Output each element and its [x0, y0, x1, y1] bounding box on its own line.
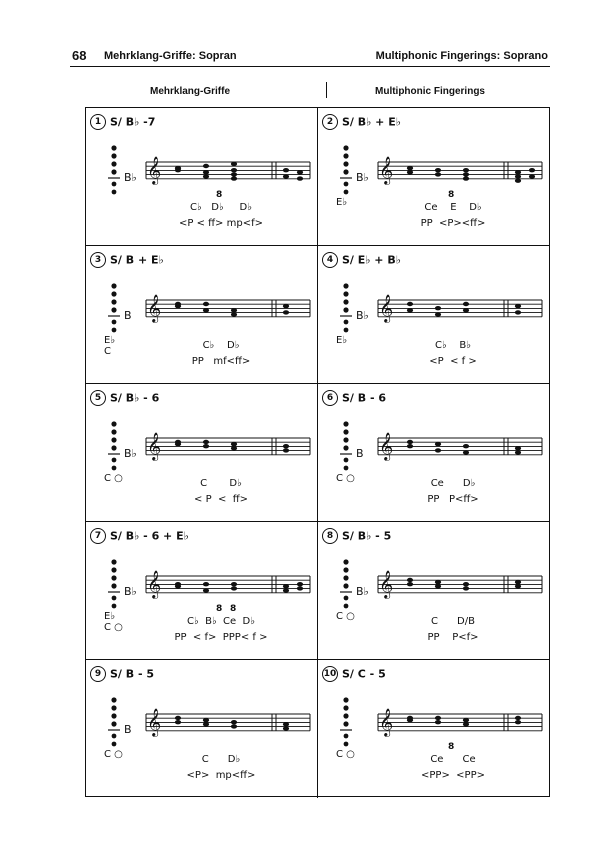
fingering-label: S/ B♭ -7 — [110, 115, 156, 129]
fingering-grid — [85, 107, 550, 797]
fingering-dot — [111, 583, 116, 588]
fingering-dot — [343, 153, 348, 158]
fingering-dot — [112, 596, 117, 601]
note-head — [231, 172, 237, 176]
dynamics-markings: <P < f > — [429, 356, 477, 367]
fingering-dot — [343, 697, 348, 702]
key-label: B♭ — [124, 171, 137, 184]
fingering-dot — [111, 421, 116, 426]
fingering-dot — [111, 437, 116, 442]
fingering-cell-5 — [86, 384, 318, 522]
note-head — [175, 440, 181, 444]
note-head — [297, 582, 303, 586]
octave-mark: 8 — [216, 190, 223, 200]
key-label: B♭ — [356, 585, 369, 598]
fingering-dot — [343, 721, 348, 726]
fingering-dot — [112, 742, 117, 747]
note-head — [435, 306, 441, 310]
auxiliary-key-label: C ○ — [336, 611, 355, 622]
key-label: B♭ — [356, 171, 369, 184]
fingering-dot — [343, 567, 348, 572]
fingering-dot — [343, 421, 348, 426]
fingering-dot — [344, 596, 349, 601]
note-head — [515, 179, 521, 183]
note-head — [297, 170, 303, 174]
fingering-cell-4 — [318, 246, 550, 384]
note-head — [515, 170, 521, 174]
note-head — [515, 580, 521, 584]
note-head — [515, 304, 521, 308]
treble-clef-icon: 𝄞 — [147, 156, 162, 184]
octave-mark: 8 — [230, 604, 237, 614]
note-head — [203, 440, 209, 444]
fingering-dot — [111, 713, 116, 718]
fingering-dot — [343, 299, 348, 304]
octave-mark: 8 — [216, 604, 223, 614]
running-head-right-title: Multiphonic Fingerings: Soprano — [375, 50, 548, 62]
chord-note-names: Ce Ce — [430, 754, 476, 765]
fingering-dot — [343, 713, 348, 718]
entry-number: 1 — [90, 114, 106, 130]
note-head — [515, 584, 521, 588]
left-column-heading: Mehrklang-Griffe — [150, 86, 231, 97]
entry-number: 9 — [90, 666, 106, 682]
note-head — [283, 304, 289, 308]
key-label: B♭ — [356, 309, 369, 322]
chord-note-names: C♭ D♭ D♭ — [190, 202, 252, 213]
note-head — [283, 174, 289, 178]
fingering-label: S/ B♭ + E♭ — [342, 115, 401, 129]
note-head — [435, 584, 441, 588]
note-head — [435, 168, 441, 172]
treble-clef-icon: 𝄞 — [379, 432, 394, 460]
entry-number: 6 — [322, 390, 338, 406]
fingering-dot — [112, 458, 117, 463]
octave-mark: 8 — [448, 742, 455, 752]
entry-number: 8 — [322, 528, 338, 544]
running-head-left-title: Mehrklang-Griffe: Sopran — [104, 50, 237, 62]
fingering-dot — [343, 283, 348, 288]
column-heading-divider — [326, 82, 327, 98]
note-head — [297, 586, 303, 590]
dynamics-markings: <P> mp<ff> — [186, 770, 256, 781]
chord-note-names: Ce D♭ — [430, 478, 476, 489]
fingering-dot — [111, 429, 116, 434]
auxiliary-key-label: C ○ — [104, 622, 123, 633]
fingering-dot — [111, 145, 116, 150]
fingering-dot — [344, 328, 349, 333]
dynamics-markings: PP <P><ff> — [420, 218, 486, 229]
note-head — [515, 720, 521, 724]
note-head — [283, 726, 289, 730]
dynamics-markings: PP mf<ff> — [191, 356, 251, 367]
fingering-dot — [343, 437, 348, 442]
note-head — [529, 168, 535, 172]
note-head — [435, 172, 441, 176]
note-head — [515, 446, 521, 450]
fingering-label: S/ B - 5 — [110, 667, 155, 681]
fingering-dot — [111, 559, 116, 564]
fingering-dot — [111, 575, 116, 580]
note-head — [283, 310, 289, 314]
note-head — [463, 586, 469, 590]
treble-clef-icon: 𝄞 — [379, 708, 394, 736]
auxiliary-key-label: E♭ — [104, 335, 116, 346]
dynamics-markings: PP P<ff> — [427, 494, 479, 505]
note-head — [463, 176, 469, 180]
note-head — [231, 442, 237, 446]
auxiliary-key-label: E♭ — [336, 197, 348, 208]
entry-number: 5 — [90, 390, 106, 406]
running-head — [72, 46, 560, 66]
treble-clef-icon: 𝄞 — [147, 708, 162, 736]
note-head — [203, 170, 209, 174]
note-head — [175, 716, 181, 720]
fingering-dot — [111, 697, 116, 702]
treble-clef-icon: 𝄞 — [147, 570, 162, 598]
octave-mark: 8 — [448, 190, 455, 200]
fingering-dot — [112, 328, 117, 333]
note-head — [407, 302, 413, 306]
fingering-dot — [344, 320, 349, 325]
fingering-cell-6 — [318, 384, 550, 522]
fingering-cell-3 — [86, 246, 318, 384]
entry-number: 10 — [322, 666, 338, 682]
fingering-dot — [343, 705, 348, 710]
note-head — [435, 720, 441, 724]
fingering-dot — [344, 190, 349, 195]
key-label: B♭ — [124, 447, 137, 460]
fingering-dot — [343, 429, 348, 434]
fingering-cell-8 — [318, 522, 550, 660]
note-head — [407, 440, 413, 444]
fingering-dot — [343, 583, 348, 588]
fingering-dot — [111, 705, 116, 710]
note-head — [463, 172, 469, 176]
note-head — [283, 448, 289, 452]
fingering-label: S/ B + E♭ — [110, 253, 164, 267]
auxiliary-key-label: E♭ — [104, 611, 116, 622]
fingering-label: S/ B - 6 — [342, 391, 387, 405]
fingering-dot — [343, 161, 348, 166]
key-label: B♭ — [124, 585, 137, 598]
auxiliary-key-label: C ○ — [336, 473, 355, 484]
note-head — [515, 310, 521, 314]
note-head — [203, 582, 209, 586]
note-head — [175, 166, 181, 170]
chord-note-names: C D/B — [431, 616, 475, 627]
note-head — [407, 166, 413, 170]
note-head — [231, 724, 237, 728]
fingering-cell-7 — [86, 522, 318, 660]
note-head — [435, 716, 441, 720]
entry-number: 3 — [90, 252, 106, 268]
fingering-dot — [344, 604, 349, 609]
note-head — [283, 444, 289, 448]
chord-note-names: C D♭ — [201, 754, 241, 765]
note-head — [463, 308, 469, 312]
note-head — [515, 716, 521, 720]
note-head — [463, 718, 469, 722]
note-head — [203, 302, 209, 306]
fingering-dot — [112, 466, 117, 471]
note-head — [407, 716, 413, 720]
entry-number: 4 — [322, 252, 338, 268]
right-column-heading: Multiphonic Fingerings — [375, 86, 485, 97]
note-head — [463, 168, 469, 172]
note-head — [231, 176, 237, 180]
fingering-dot — [111, 299, 116, 304]
auxiliary-key-label: C ○ — [104, 749, 123, 760]
fingering-dot — [343, 169, 348, 174]
note-head — [515, 174, 521, 178]
treble-clef-icon: 𝄞 — [379, 294, 394, 322]
fingering-dot — [111, 721, 116, 726]
treble-clef-icon: 𝄞 — [147, 294, 162, 322]
note-head — [231, 168, 237, 172]
fingering-label: S/ B♭ - 5 — [342, 529, 392, 543]
fingering-dot — [111, 445, 116, 450]
dynamics-markings: < P < ff> — [194, 494, 248, 505]
note-head — [283, 168, 289, 172]
fingering-dot — [343, 291, 348, 296]
note-head — [231, 446, 237, 450]
note-head — [435, 442, 441, 446]
chord-note-names: Ce E D♭ — [424, 202, 482, 213]
note-head — [463, 302, 469, 306]
chord-note-names: C♭ B♭ — [435, 340, 471, 351]
note-head — [203, 308, 209, 312]
note-head — [283, 584, 289, 588]
treble-clef-icon: 𝄞 — [379, 156, 394, 184]
note-head — [203, 588, 209, 592]
note-head — [175, 720, 181, 724]
fingering-label: S/ B♭ - 6 + E♭ — [110, 529, 189, 543]
chord-note-names: C D♭ — [200, 478, 242, 489]
note-head — [175, 302, 181, 306]
fingering-dot — [344, 466, 349, 471]
entry-number: 7 — [90, 528, 106, 544]
fingering-dot — [111, 291, 116, 296]
dynamics-markings: <P < ff> mp<f> — [179, 218, 263, 229]
key-label: B — [124, 723, 132, 736]
fingering-label: S/ B♭ - 6 — [110, 391, 160, 405]
chord-note-names: C♭ D♭ — [202, 340, 240, 351]
fingering-dot — [343, 307, 348, 312]
note-head — [283, 722, 289, 726]
fingering-dot — [344, 458, 349, 463]
fingering-dot — [343, 445, 348, 450]
note-head — [463, 444, 469, 448]
note-head — [515, 450, 521, 454]
fingering-dot — [112, 182, 117, 187]
note-head — [463, 582, 469, 586]
fingering-dot — [111, 283, 116, 288]
fingering-dot — [111, 307, 116, 312]
note-head — [231, 586, 237, 590]
fingering-cell-10 — [318, 660, 550, 798]
note-head — [463, 722, 469, 726]
fingering-label: S/ E♭ + B♭ — [342, 253, 401, 267]
note-head — [435, 580, 441, 584]
note-head — [407, 582, 413, 586]
note-head — [283, 588, 289, 592]
note-head — [175, 582, 181, 586]
note-head — [231, 308, 237, 312]
note-head — [435, 312, 441, 316]
note-head — [435, 448, 441, 452]
fingering-dot — [112, 604, 117, 609]
fingering-dot — [111, 161, 116, 166]
note-head — [407, 308, 413, 312]
fingering-dot — [344, 734, 349, 739]
treble-clef-icon: 𝄞 — [147, 432, 162, 460]
auxiliary-key-label: C ○ — [104, 473, 123, 484]
fingering-dot — [112, 190, 117, 195]
note-head — [463, 450, 469, 454]
note-head — [407, 170, 413, 174]
chord-note-names: C♭ B♭ Ce D♭ — [187, 616, 255, 627]
fingering-dot — [343, 559, 348, 564]
dynamics-markings: PP < f> PPP< f > — [174, 632, 268, 643]
fingering-label: S/ C - 5 — [342, 667, 386, 681]
entry-number: 2 — [322, 114, 338, 130]
running-head-rule — [70, 66, 550, 67]
note-head — [407, 578, 413, 582]
dynamics-markings: <PP> <PP> — [421, 770, 485, 781]
note-head — [231, 312, 237, 316]
note-head — [203, 174, 209, 178]
fingering-cell-2 — [318, 108, 550, 246]
note-head — [407, 444, 413, 448]
auxiliary-key-label: C — [104, 346, 111, 357]
fingering-dot — [344, 182, 349, 187]
fingering-dot — [343, 145, 348, 150]
auxiliary-key-label: E♭ — [336, 335, 348, 346]
note-head — [203, 444, 209, 448]
fingering-dot — [111, 169, 116, 174]
fingering-cell-1 — [86, 108, 318, 246]
fingering-dot — [111, 567, 116, 572]
auxiliary-key-label: C ○ — [336, 749, 355, 760]
fingering-dot — [112, 734, 117, 739]
key-label: B — [356, 447, 364, 460]
dynamics-markings: PP P<f> — [427, 632, 479, 643]
key-label: B — [124, 309, 132, 322]
note-head — [203, 722, 209, 726]
note-head — [231, 162, 237, 166]
fingering-cell-9 — [86, 660, 318, 798]
fingering-dot — [344, 742, 349, 747]
page-number: 68 — [72, 48, 87, 63]
note-head — [203, 718, 209, 722]
note-head — [297, 176, 303, 180]
treble-clef-icon: 𝄞 — [379, 570, 394, 598]
fingering-dot — [111, 153, 116, 158]
fingering-dot — [343, 575, 348, 580]
note-head — [529, 174, 535, 178]
note-head — [231, 720, 237, 724]
note-head — [231, 582, 237, 586]
note-head — [203, 164, 209, 168]
fingering-dot — [112, 320, 117, 325]
